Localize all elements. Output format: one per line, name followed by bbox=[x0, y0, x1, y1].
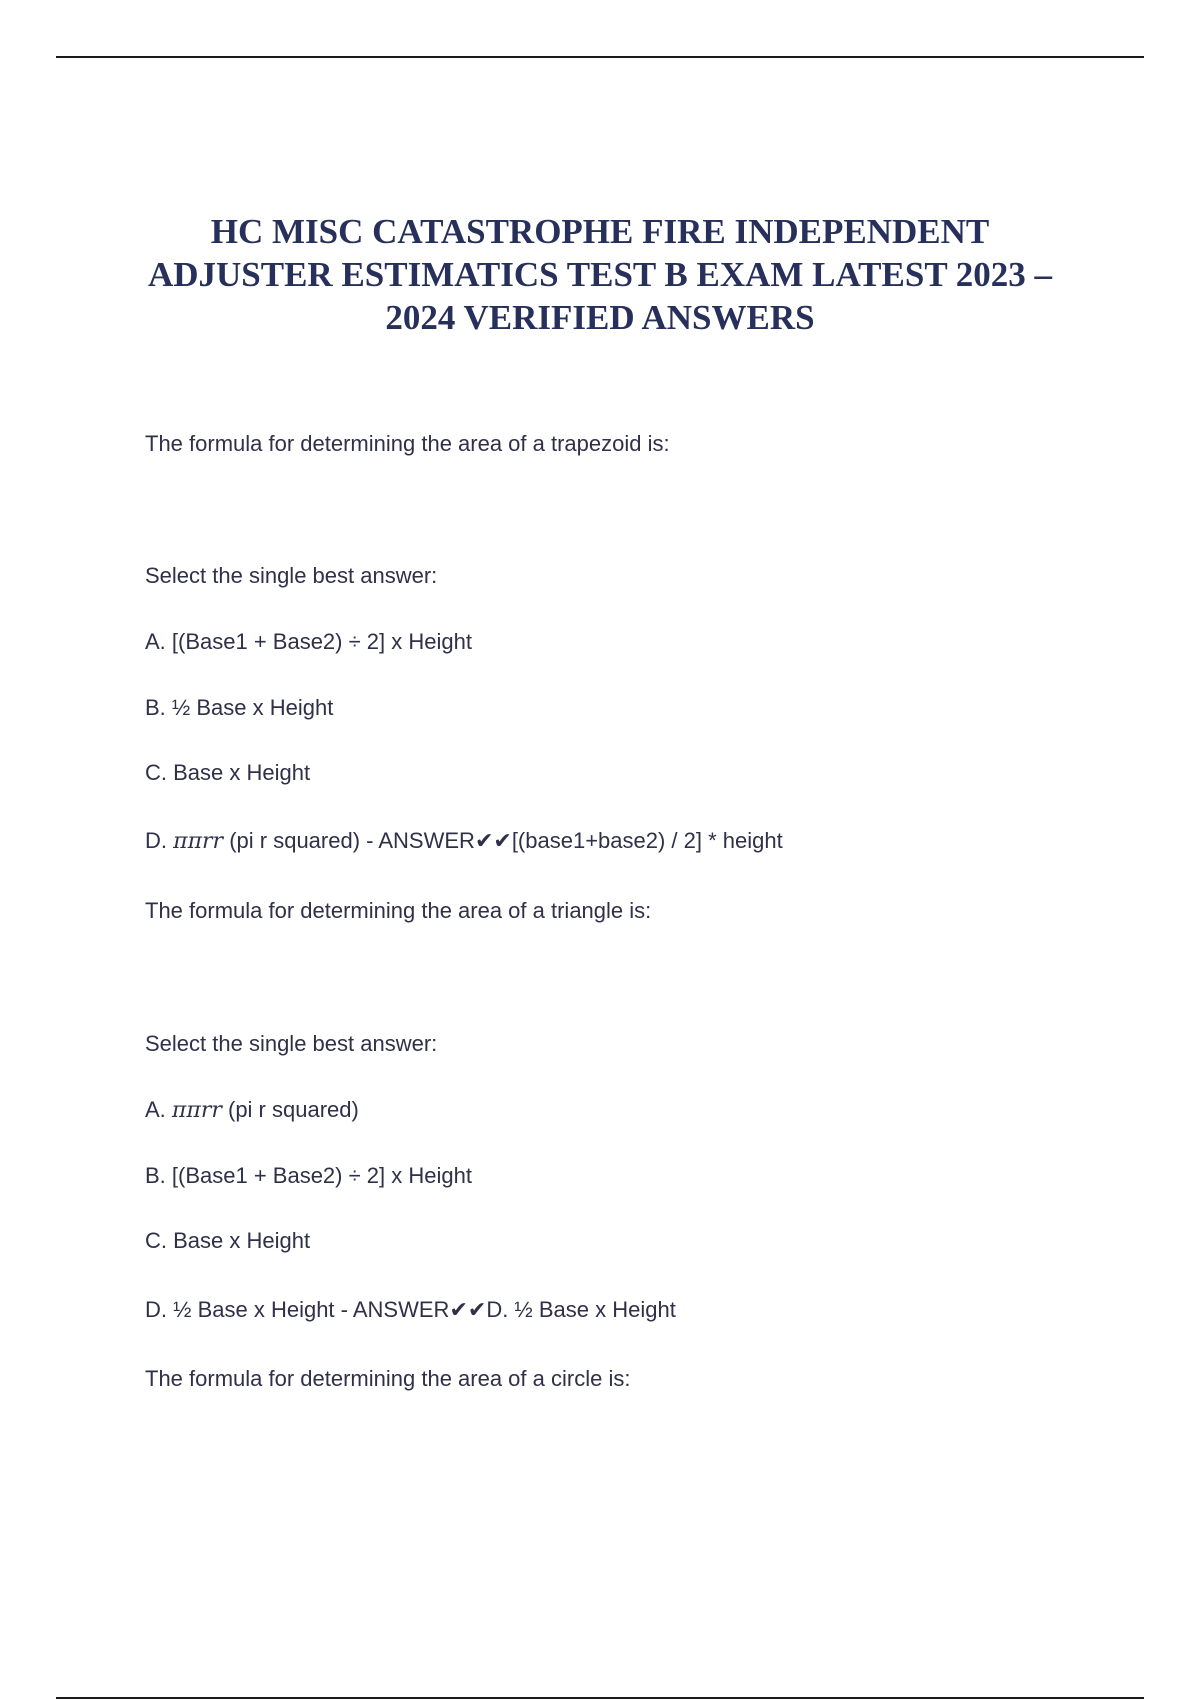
option-a-prefix: A. bbox=[145, 1097, 166, 1122]
bottom-rule bbox=[56, 1697, 1144, 1699]
option-a-label: (pi r squared) bbox=[228, 1097, 359, 1122]
question-1-prompt: Select the single best answer: bbox=[145, 563, 438, 588]
question-2-text: The formula for determining the area of a triangle is: bbox=[145, 898, 652, 923]
option-d-prefix: D. bbox=[145, 828, 167, 853]
question-1-answer: [(base1+base2) / 2] * height bbox=[511, 828, 783, 853]
question-1-option-d bbox=[145, 827, 783, 856]
question-1-option-a: A. [(Base1 + Base2) ÷ 2] x Height bbox=[145, 629, 472, 654]
question-2-option-d bbox=[145, 1296, 676, 1325]
question-2-prompt: Select the single best answer: bbox=[145, 1031, 438, 1056]
question-3-text: The formula for determining the area of a circle is: bbox=[145, 1366, 631, 1391]
pi-r-r-formula: ππrr bbox=[171, 1098, 222, 1123]
double-check-icon: ✔✔ bbox=[449, 1298, 487, 1323]
option-d-label: D. ½ Base x Height - ANSWER bbox=[145, 1297, 450, 1322]
question-2-option-b: B. [(Base1 + Base2) ÷ 2] x Height bbox=[145, 1163, 472, 1188]
document-title: HC MISC CATASTROPHE FIRE INDEPENDENT ADJUSTER ESTIMATICS TEST B EXAM LATEST 2023 – 2024 VERIFIED ANSWERS bbox=[147, 212, 1053, 337]
question-2-option-c: C. Base x Height bbox=[145, 1228, 311, 1253]
question-1-option-c: C. Base x Height bbox=[145, 760, 311, 785]
top-rule bbox=[56, 56, 1144, 58]
question-2-answer: D. ½ Base x Height bbox=[486, 1297, 676, 1322]
double-check-icon: ✔✔ bbox=[474, 829, 512, 854]
option-d-label: (pi r squared) - ANSWER bbox=[229, 828, 475, 853]
question-1-option-b: B. ½ Base x Height bbox=[145, 695, 334, 720]
question-1-text: The formula for determining the area of a trapezoid is: bbox=[145, 431, 670, 456]
question-2-option-a bbox=[145, 1096, 359, 1125]
pi-r-r-formula: ππrr bbox=[173, 829, 224, 854]
